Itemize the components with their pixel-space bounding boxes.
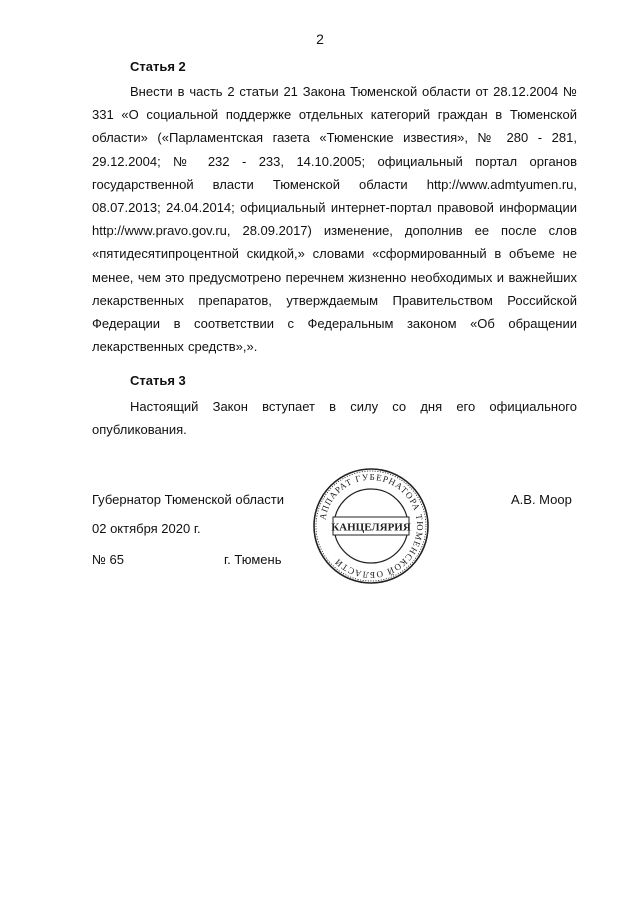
signatory-title: Губернатор Тюменской области: [92, 492, 284, 507]
signatory-name: А.В. Моор: [511, 492, 572, 507]
svg-text:КАНЦЕЛЯРИЯ: КАНЦЕЛЯРИЯ: [331, 521, 411, 534]
page-number: 2: [316, 31, 324, 47]
law-number: № 65: [92, 552, 125, 567]
official-stamp: [311, 466, 431, 586]
signing-date: 02 октября 2020 г.: [92, 521, 201, 536]
svg-text:АППАРАТ ГУБЕРНАТОРА ТЮМЕНСКОЙ: АППАРАТ ГУБЕРНАТОРА ТЮМЕНСКОЙ ОБЛАСТИ: [317, 471, 426, 581]
article-2-heading: Статья 2: [130, 59, 186, 74]
article-2-text: Внести в часть 2 статьи 21 Закона Тюменской области от 28.12.2004 № 331 «О социальной поддержке отдельных категорий граждан в Тюменской области» («Парламентская газета «Тюменские известия», № 280 - 281, 29.12.2004; № 232 - 233, 14.10.2005; официальный портал органов государственной власти Тюменской области http://www.admtyumen.ru, 08.07.2013; 24.04.2014; официальный интернет-портал правовой информации http://www.pravo.gov.ru, 28.09.2017) изменение, дополнив ее после слов «пятидесятипроцентной скидкой,» словами «сформированный в объеме не менее, чем это предусмотрено перечнем жизненно необходимых и важнейших лекарственных препаратов, утверждаемым Правительством Российской Федерации в соответствии с Федеральным законом «Об обращении лекарственных средств»,».: [92, 84, 577, 355]
article-3-heading: Статья 3: [130, 373, 186, 388]
signing-city: г. Тюмень: [224, 552, 282, 567]
article-3-text: Настоящий Закон вступает в силу со дня его официального опубликования.: [92, 399, 577, 438]
stamp-seal-icon: [311, 466, 431, 586]
